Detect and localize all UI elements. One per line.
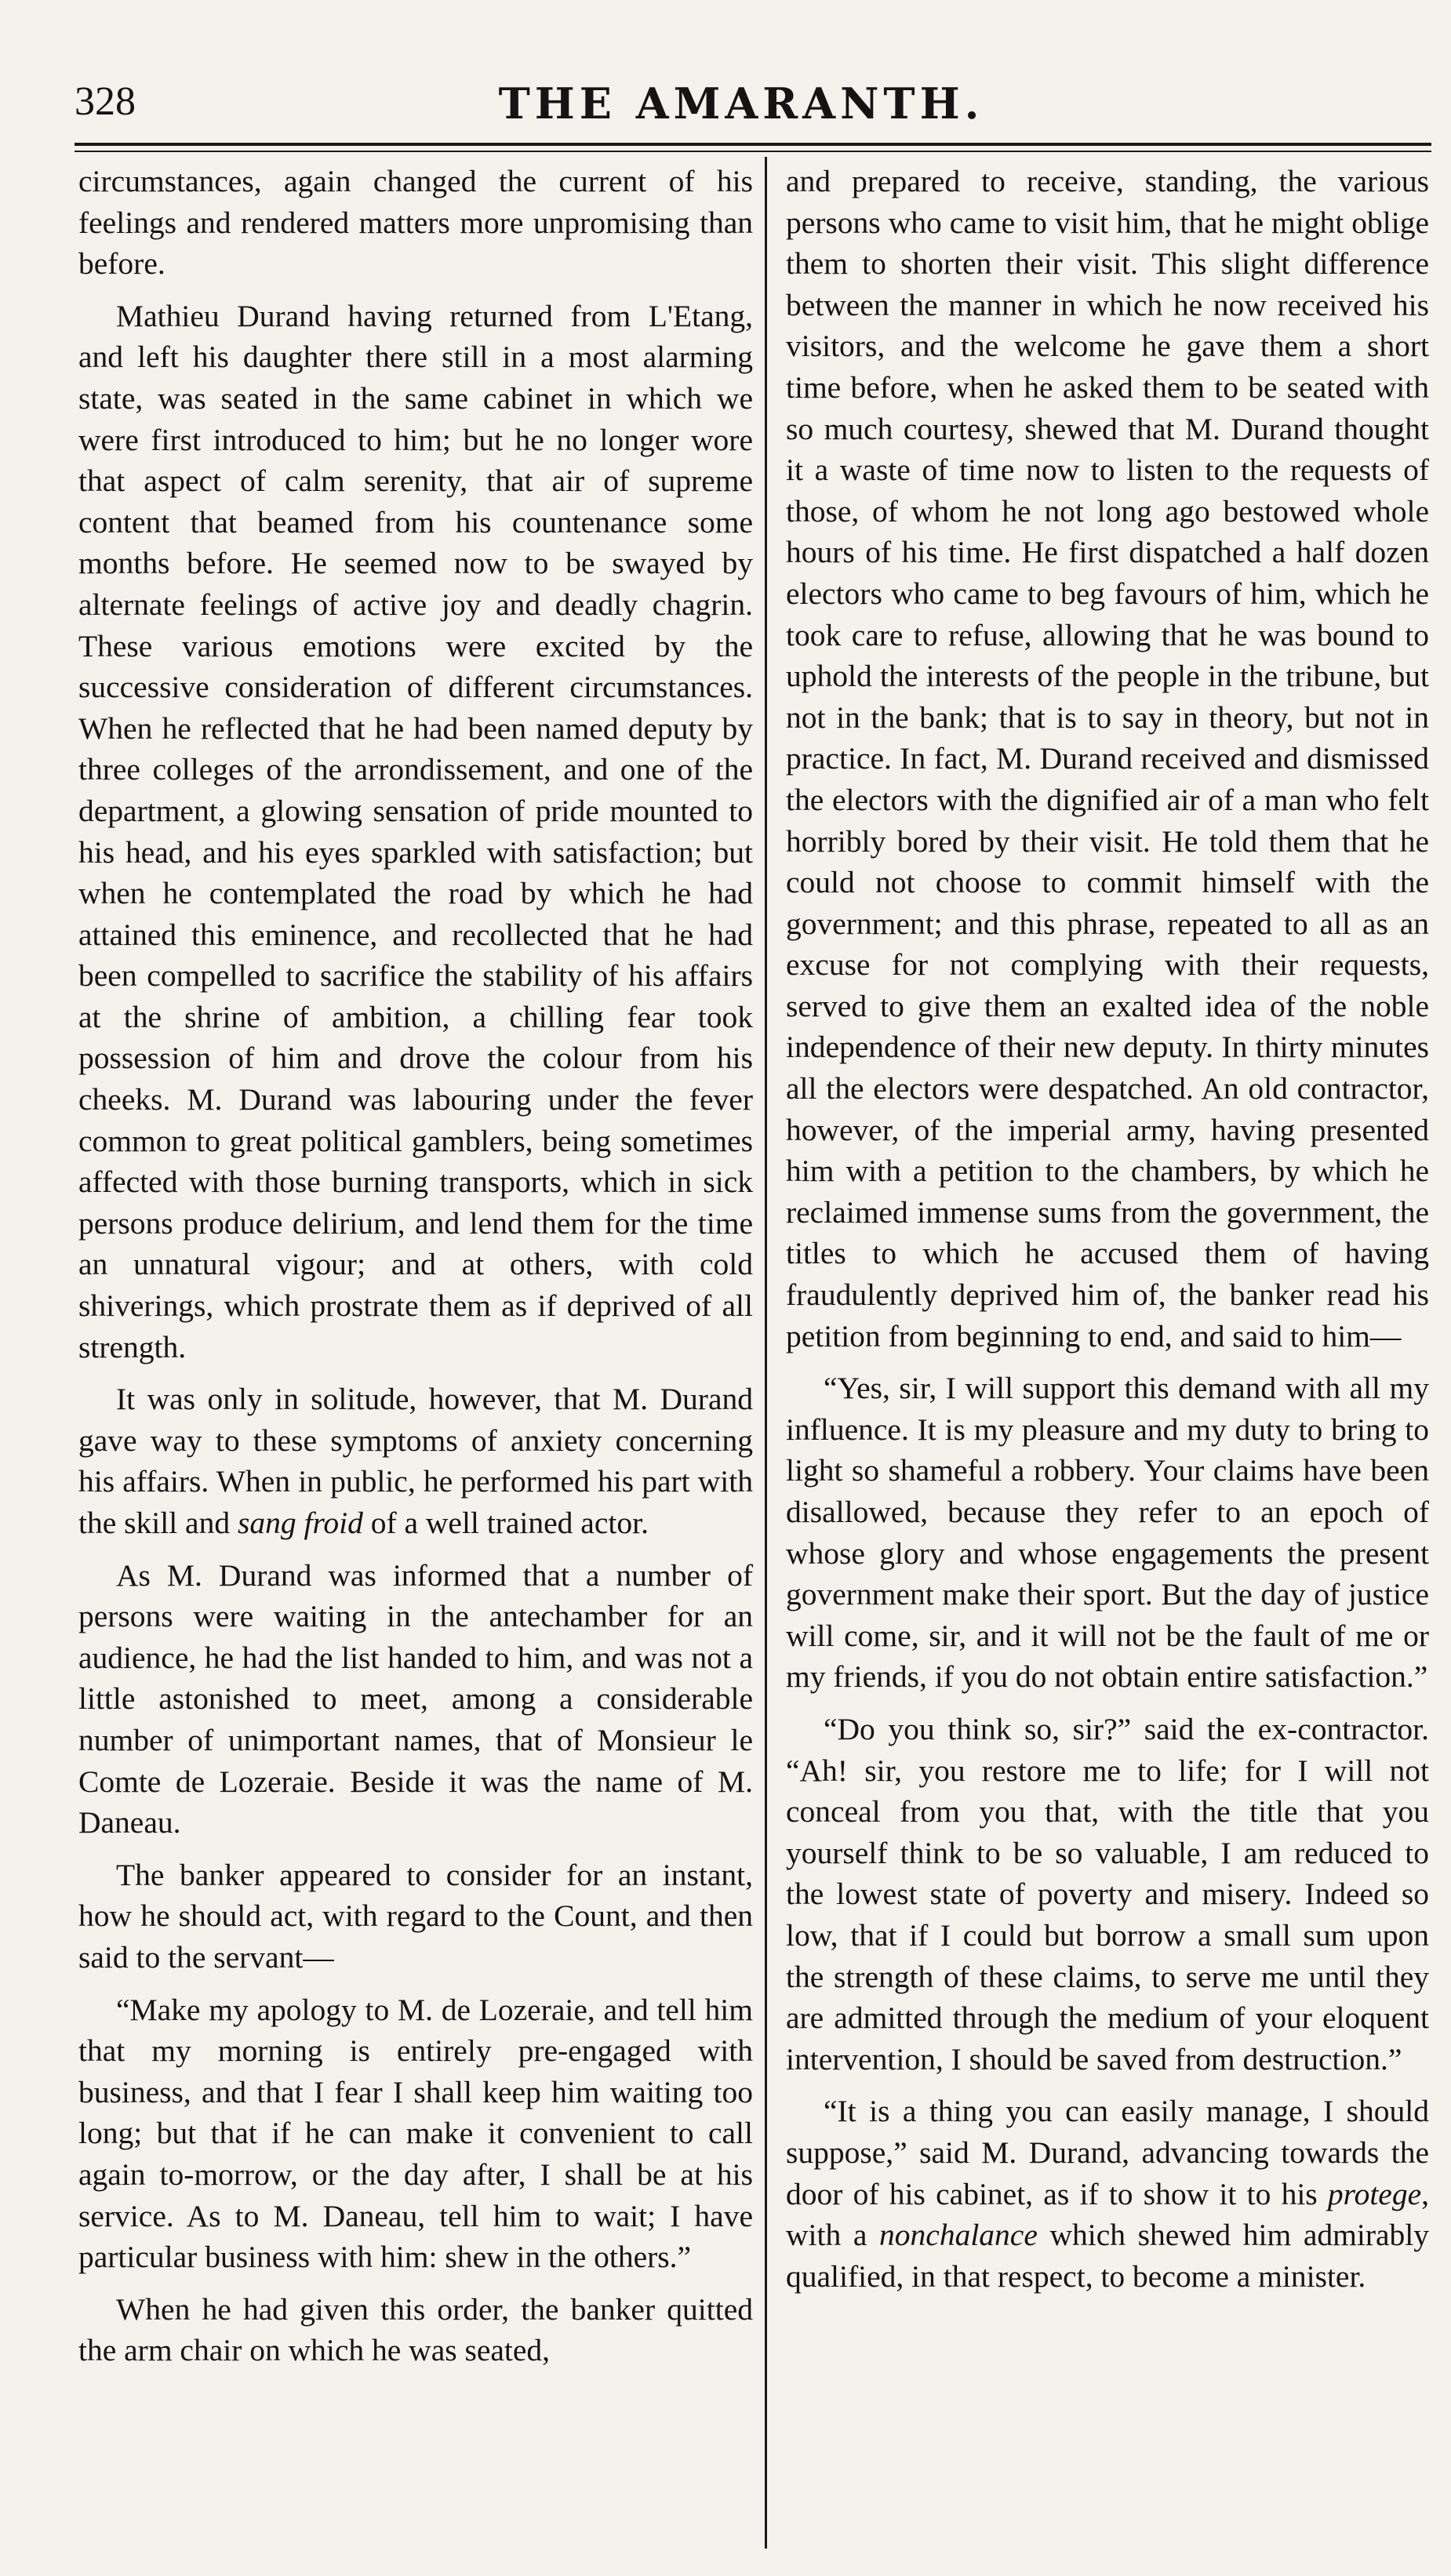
paragraph-text: , with a	[786, 2176, 1429, 2253]
paragraph: “Do you think so, sir?” said the ex-contractor. “Ah! sir, you restore me to life; for I will not conceal from you that, with the title that you yourself think to be so valuable, I am reduced to the lowest state of poverty and misery. Indeed so low, that if I could but borrow a small sum upon the strength of these claims, to serve me until they are admitted through the medium of your eloquent intervention, I should be saved from destruction.”	[786, 1711, 1429, 2076]
paragraph	[786, 2091, 1429, 2297]
paragraph: “Make my apology to M. de Lozeraie, and tell him that my morning is entirely pre-engaged with business, and that I fear I shall keep him waiting too long; but that if he can make it convenient to call again to-morrow, or the day after, I shall be at his service. As to M. Daneau, tell him to wait; I have particular business with him: shew in the others.”	[78, 1992, 753, 2275]
paragraph: As M. Durand was informed that a number of persons were waiting in the antechamber for an audience, he had the list handed to him, and was not a little astonished to meet, among a considerable number of unimportant names, that of Monsieur le Comte de Lozeraie. Beside it was the name of M. Daneau.	[78, 1557, 753, 1840]
paragraph-text: which shewed him admirably qualified, in that respect, to become a minister.	[786, 2218, 1429, 2294]
paragraph: “Yes, sir, I will support this demand with all my influence. It is my pleasure and my duty to bring to light so shameful a robbery. Your claims have been disallowed, because they refer to an epoch of whose glory and whose engagements the present government make their sport. But the day of justice will come, sir, and it will not be the fault of me or my friends, if you do not obtain entire satisfaction.”	[786, 1371, 1429, 1695]
paragraph: and prepared to receive, standing, the various persons who came to visit him, that he might oblige them to shorten their visit. This slight difference between the manner in which he now received his visitors, and the welcome he gave them a short time before, when he asked them to be seated with so much courtesy, shewed that M. Durand thought it a waste of time now to listen to the requests of those, of whom he not long ago bestowed whole hours of his time. He first dispatched a half dozen electors who came to beg favours of him, which he took care to refuse, allowing that he was bound to uphold the interests of the people in the tribune, but not in the bank; that is to say in theory, but not in practice. In fact, M. Durand received and dismissed the electors with the dignified air of a man who felt horribly bored by their visit. He told them that he could not choose to commit himself with the government; and this phrase, repeated to all as an excuse for not complying with their requests, served to give them an exalted idea of the noble independence of their new deputy. In thirty minutes all the electors were despatched. An old contractor, however, of the imperial army, having presented him with a petition to the chambers, by which he reclaimed immense sums from the government, the titles to which he accused them of having fraudulently deprived him of, the banker read his petition from beginning to end, and said to him—	[786, 164, 1429, 1353]
page-number: 328	[75, 79, 136, 124]
italic-phrase: sang froid	[237, 1506, 363, 1540]
paragraph-text: It was only in solitude, however, that M. Durand gave way to these symptoms of anxiety concerning his affairs. When in public, he performed his part with the skill and	[78, 1382, 753, 1540]
header-rule-thin	[75, 151, 1431, 152]
italic-word: nonchalance	[879, 2218, 1038, 2253]
paragraph	[78, 1379, 753, 1543]
paragraph: When he had given this order, the banker quitted the arm chair on which he was seated,	[78, 2291, 753, 2368]
paragraph: The banker appeared to consider for an instant, how he should act, with regard to the Count, and then said to the servant—	[78, 1857, 753, 1975]
right-column	[786, 161, 1429, 2297]
page-header	[75, 78, 1408, 141]
paragraph: circumstances, again changed the current of his feelings and rendered matters more unpromising than before.	[78, 164, 753, 282]
header-rule-thick	[75, 143, 1431, 146]
paragraph-text: “It is a thing you can easily manage, I should suppose,” said M. Durand, advancing towards the door of his cabinet, as if to show it to his	[786, 2094, 1429, 2211]
running-title: THE AMARANTH.	[498, 78, 984, 129]
italic-word: protege	[1327, 2176, 1422, 2211]
paragraph-text: of a well trained actor.	[362, 1506, 649, 1540]
left-column	[78, 161, 753, 2371]
column-divider	[765, 157, 767, 2549]
paragraph: Mathieu Durand having returned from L'Etang, and left his daughter there still in a most alarming state, was seated in the same cabinet in which we were first introduced to him; but he no longer wore that aspect of calm serenity, that air of supreme content that beamed from his countenance some months before. He seemed now to be swayed by alternate feelings of active joy and deadly chagrin. These various emotions were excited by the successive consideration of different circumstances. When he reflected that he had been named deputy by three colleges of the arrondissement, and one of the department, a glowing sensation of pride mounted to his head, and his eyes sparkled with satisfaction; but when he contemplated the road by which he had attained this eminence, and recollected that he had been compelled to sacrifice the stability of his affairs at the shrine of ambition, a chilling fear took possession of him and drove the colour from his cheeks. M. Durand was labouring under the fever common to great political gamblers, being sometimes affected with those burning transports, which in sick persons produce delirium, and lend them for the time an unnatural vigour; and at others, with cold shiverings, which prostrate them as if deprived of all strength.	[78, 298, 753, 1364]
